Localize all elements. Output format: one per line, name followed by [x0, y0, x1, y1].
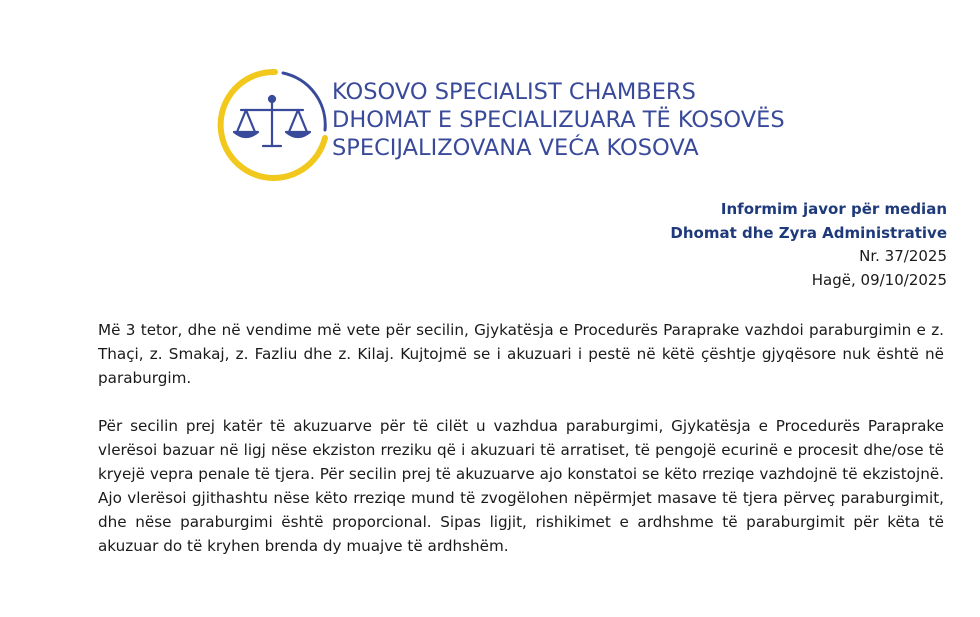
org-name-english: KOSOVO SPECIALIST CHAMBERS — [332, 79, 696, 105]
scales-of-justice-icon — [213, 66, 331, 184]
body-paragraph: Më 3 tetor, dhe në vendime më vete për secilin, Gjykatësja e Procedurës Paraprake vazhdoi paraburgimin e z. Thaçi, z. Smakaj, z. Fazliu dhe z. Kilaj. Kujtojmë se i akuzuari i pestë në këtë çështje gjyqësore nuk është në paraburgim. — [98, 321, 944, 387]
document-number: Nr. 37/2025 — [859, 247, 947, 265]
document-title: Informim javor për median — [720, 200, 947, 218]
issuing-office: Dhomat dhe Zyra Administrative — [670, 223, 947, 242]
org-name-albanian: DHOMAT E SPECIALIZUARA TË KOSOVËS — [332, 107, 785, 133]
document-body — [98, 318, 944, 582]
body-paragraph: Për secilin prej katër të akuzuarve për të cilët u vazhdua paraburgimi, Gjykatësja e Procedurës Paraprake vlerësoi bazuar në ligj nëse ekziston rreziku që i akuzuari të arratiset, të pengojë ecurinë e procesit dhe/ose të kryejë vepra penale të tjera. Për secilin prej të akuzuarve ajo konstatoi se këto rreziqe vazhdojnë të ekzistojnë. Ajo vlerësoi gjithashtu nëse këto rreziqe mund të zvogëlohen nëpërmjet masave të tjera përveç paraburgimit, dhe nëse paraburgimi është proporcional. Sipas ligjit, rishikimet e ardhshme të paraburgimit për këta të akuzuar do të kryhen brenda dy muajve të ardhshëm. — [98, 417, 944, 555]
document-meta — [670, 198, 947, 292]
organization-name — [332, 78, 785, 162]
org-name-serbian: SPECIJALIZOVANA VEĆA KOSOVA — [332, 135, 699, 161]
kosovo-specialist-chambers-logo — [213, 66, 331, 184]
place-date: Hagë, 09/10/2025 — [811, 270, 947, 289]
